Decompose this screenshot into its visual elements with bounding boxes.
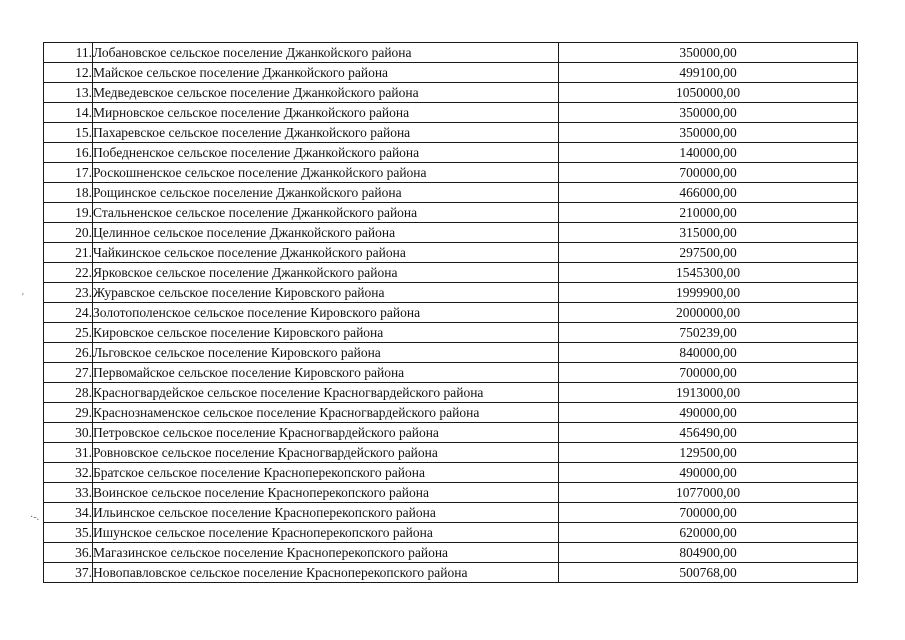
- table-row: [44, 163, 858, 183]
- settlement-name: Воинское сельское поселение Красноперекопского района: [93, 483, 559, 503]
- table-row: [44, 63, 858, 83]
- amount-value: 350000,00: [559, 43, 858, 63]
- amount-value: 1050000,00: [559, 83, 858, 103]
- settlement-name: Ровновское сельское поселение Красногвардейского района: [93, 443, 559, 463]
- row-number: 11.: [44, 43, 93, 63]
- table-row: [44, 463, 858, 483]
- table-row: [44, 183, 858, 203]
- settlement-name: Льговское сельское поселение Кировского района: [93, 343, 559, 363]
- amount-value: 1913000,00: [559, 383, 858, 403]
- table-row: [44, 323, 858, 343]
- amount-value: 129500,00: [559, 443, 858, 463]
- table-row: [44, 423, 858, 443]
- amount-value: 490000,00: [559, 463, 858, 483]
- settlement-name: Рощинское сельское поселение Джанкойского района: [93, 183, 559, 203]
- settlement-name: Новопавловское сельское поселение Красноперекопского района: [93, 563, 559, 583]
- amount-value: 315000,00: [559, 223, 858, 243]
- table-row: [44, 543, 858, 563]
- amount-value: 700000,00: [559, 163, 858, 183]
- row-number: 29.: [44, 403, 93, 423]
- settlement-name: Роскошненское сельское поселение Джанкойского района: [93, 163, 559, 183]
- settlement-name: Лобановское сельское поселение Джанкойского района: [93, 43, 559, 63]
- amount-value: 350000,00: [559, 103, 858, 123]
- row-number: 37.: [44, 563, 93, 583]
- scan-mark: ': [22, 292, 24, 303]
- amount-value: 1999900,00: [559, 283, 858, 303]
- amount-value: 210000,00: [559, 203, 858, 223]
- settlement-name: Магазинское сельское поселение Красноперекопского района: [93, 543, 559, 563]
- row-number: 32.: [44, 463, 93, 483]
- settlement-name: Ильинское сельское поселение Красноперекопского района: [93, 503, 559, 523]
- row-number: 16.: [44, 143, 93, 163]
- table-row: [44, 383, 858, 403]
- amount-value: 140000,00: [559, 143, 858, 163]
- amount-value: 1545300,00: [559, 263, 858, 283]
- settlement-name: Майское сельское поселение Джанкойского района: [93, 63, 559, 83]
- row-number: 28.: [44, 383, 93, 403]
- table-row: [44, 503, 858, 523]
- amount-value: 456490,00: [559, 423, 858, 443]
- row-number: 34.: [44, 503, 93, 523]
- row-number: 22.: [44, 263, 93, 283]
- table-row: [44, 403, 858, 423]
- settlement-name: Пахаревское сельское поселение Джанкойского района: [93, 123, 559, 143]
- table-row: [44, 223, 858, 243]
- settlement-name: Стальненское сельское поселение Джанкойского района: [93, 203, 559, 223]
- settlement-name: Ярковское сельское поселение Джанкойского района: [93, 263, 559, 283]
- row-number: 31.: [44, 443, 93, 463]
- row-number: 25.: [44, 323, 93, 343]
- row-number: 12.: [44, 63, 93, 83]
- table-row: [44, 343, 858, 363]
- table-row: [44, 483, 858, 503]
- row-number: 27.: [44, 363, 93, 383]
- row-number: 30.: [44, 423, 93, 443]
- row-number: 20.: [44, 223, 93, 243]
- settlement-name: Красногвардейское сельское поселение Красногвардейского района: [93, 383, 559, 403]
- settlement-name: Целинное сельское поселение Джанкойского района: [93, 223, 559, 243]
- settlement-name: Братское сельское поселение Красноперекопского района: [93, 463, 559, 483]
- amount-value: 840000,00: [559, 343, 858, 363]
- table-row: [44, 243, 858, 263]
- settlement-name: Чайкинское сельское поселение Джанкойского района: [93, 243, 559, 263]
- table-row: [44, 523, 858, 543]
- row-number: 18.: [44, 183, 93, 203]
- settlement-name: Золотополенское сельское поселение Кировского района: [93, 303, 559, 323]
- row-number: 33.: [44, 483, 93, 503]
- table-row: [44, 263, 858, 283]
- settlement-name: Первомайское сельское поселение Кировского района: [93, 363, 559, 383]
- settlement-name: Ишунское сельское поселение Красноперекопского района: [93, 523, 559, 543]
- amount-value: 700000,00: [559, 503, 858, 523]
- row-number: 15.: [44, 123, 93, 143]
- row-number: 19.: [44, 203, 93, 223]
- settlement-name: Краснознаменское сельское поселение Красногвардейского района: [93, 403, 559, 423]
- row-number: 21.: [44, 243, 93, 263]
- row-number: 24.: [44, 303, 93, 323]
- amount-value: 500768,00: [559, 563, 858, 583]
- row-number: 26.: [44, 343, 93, 363]
- amount-value: 804900,00: [559, 543, 858, 563]
- table-row: [44, 563, 858, 583]
- settlement-name: Петровское сельское поселение Красногвардейского района: [93, 423, 559, 443]
- table-row: [44, 143, 858, 163]
- amount-value: 750239,00: [559, 323, 858, 343]
- amount-value: 700000,00: [559, 363, 858, 383]
- amount-value: 490000,00: [559, 403, 858, 423]
- table-row: [44, 363, 858, 383]
- amount-value: 620000,00: [559, 523, 858, 543]
- amount-value: 2000000,00: [559, 303, 858, 323]
- scan-mark: ·-.: [30, 512, 40, 523]
- row-number: 35.: [44, 523, 93, 543]
- settlement-name: Кировское сельское поселение Кировского района: [93, 323, 559, 343]
- table-row: [44, 83, 858, 103]
- amount-value: 350000,00: [559, 123, 858, 143]
- row-number: 23.: [44, 283, 93, 303]
- table-row: [44, 283, 858, 303]
- row-number: 14.: [44, 103, 93, 123]
- table-row: [44, 443, 858, 463]
- settlement-name: Мирновское сельское поселение Джанкойского района: [93, 103, 559, 123]
- row-number: 36.: [44, 543, 93, 563]
- table-body: [44, 43, 858, 583]
- table-row: [44, 103, 858, 123]
- amount-value: 499100,00: [559, 63, 858, 83]
- table-row: [44, 123, 858, 143]
- allocation-table: [43, 42, 858, 583]
- table-row: [44, 43, 858, 63]
- amount-value: 1077000,00: [559, 483, 858, 503]
- settlement-name: Медведевское сельское поселение Джанкойского района: [93, 83, 559, 103]
- amount-value: 466000,00: [559, 183, 858, 203]
- amount-value: 297500,00: [559, 243, 858, 263]
- table-row: [44, 203, 858, 223]
- row-number: 17.: [44, 163, 93, 183]
- settlement-name: Победненское сельское поселение Джанкойского района: [93, 143, 559, 163]
- settlement-name: Журавское сельское поселение Кировского района: [93, 283, 559, 303]
- row-number: 13.: [44, 83, 93, 103]
- table-row: [44, 303, 858, 323]
